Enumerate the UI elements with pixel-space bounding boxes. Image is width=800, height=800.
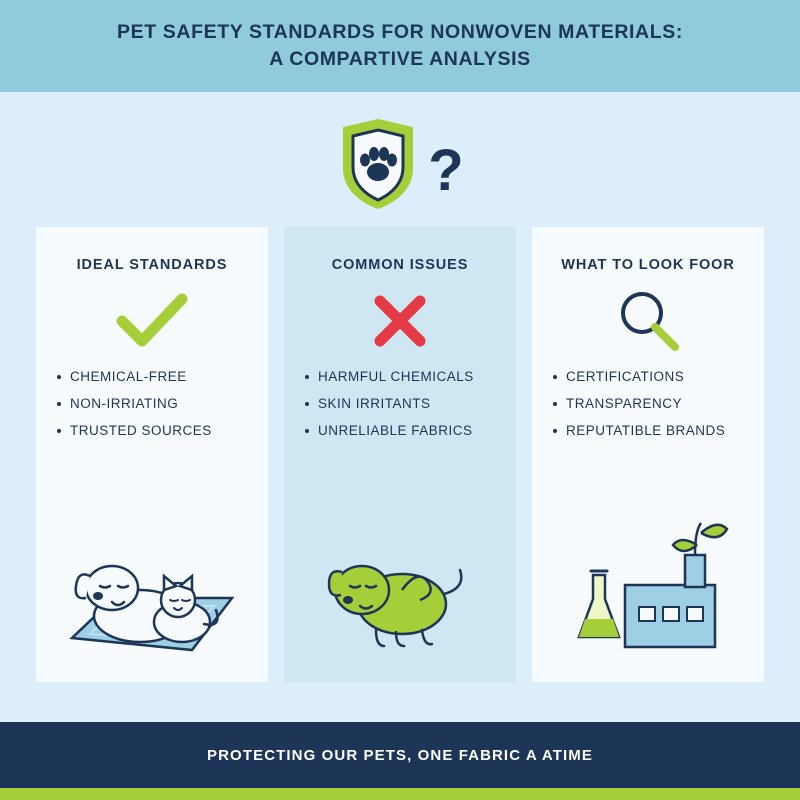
bullet-list xyxy=(532,369,725,450)
column-what-to-look-for xyxy=(532,227,764,682)
list-item: REPUTATIBLE BRANDS xyxy=(566,423,726,438)
list-item: HARMFUL CHEMICALS xyxy=(318,369,474,384)
green-checkmark-icon xyxy=(36,273,268,369)
list-item: TRUSTED SOURCES xyxy=(70,423,212,438)
list-item: UNRELIABLE FABRICS xyxy=(318,423,473,438)
dog-and-cat-sleeping-on-mat-illustration xyxy=(36,510,268,660)
question-mark: ? xyxy=(428,137,464,203)
list-item: CHEMICAL-FREE xyxy=(70,369,212,384)
eco-factory-and-flask-illustration xyxy=(532,510,764,660)
page-title-line-1: PET SAFETY STANDARDS FOR NONWOVEN MATERIALS: xyxy=(117,21,683,44)
magnifying-glass-icon xyxy=(532,273,764,369)
page-title xyxy=(117,19,683,73)
bullet-list xyxy=(36,369,212,450)
column-title: WHAT TO LOOK FOOR xyxy=(561,257,735,273)
header-banner xyxy=(0,0,800,92)
accent-bar xyxy=(0,788,800,800)
column-title: COMMON ISSUES xyxy=(331,257,469,273)
column-common-issues xyxy=(284,227,516,682)
footer-banner xyxy=(0,722,800,788)
comparison-columns xyxy=(0,227,800,682)
bullet-list xyxy=(284,369,474,450)
itchy-dog-scratching-illustration xyxy=(284,510,516,660)
column-ideal-standards xyxy=(36,227,268,682)
list-item: NON-IRRIATING xyxy=(70,396,212,411)
footer-tagline: PROTECTING OUR PETS, ONE FABRIC A ATIME xyxy=(207,746,593,764)
list-item: CERTIFICATIONS xyxy=(566,369,725,384)
red-cross-icon xyxy=(284,273,516,369)
shield-paw-icon xyxy=(336,116,420,217)
list-item: SKIN IRRITANTS xyxy=(318,396,474,411)
page-title-line-2: A COMPARTIVE ANALYSIS xyxy=(269,48,531,70)
hero-block xyxy=(0,92,800,227)
list-item: TRANSPARENCY xyxy=(566,396,725,411)
main-content xyxy=(0,92,800,722)
column-title: IDEAL STANDARDS xyxy=(76,257,228,273)
